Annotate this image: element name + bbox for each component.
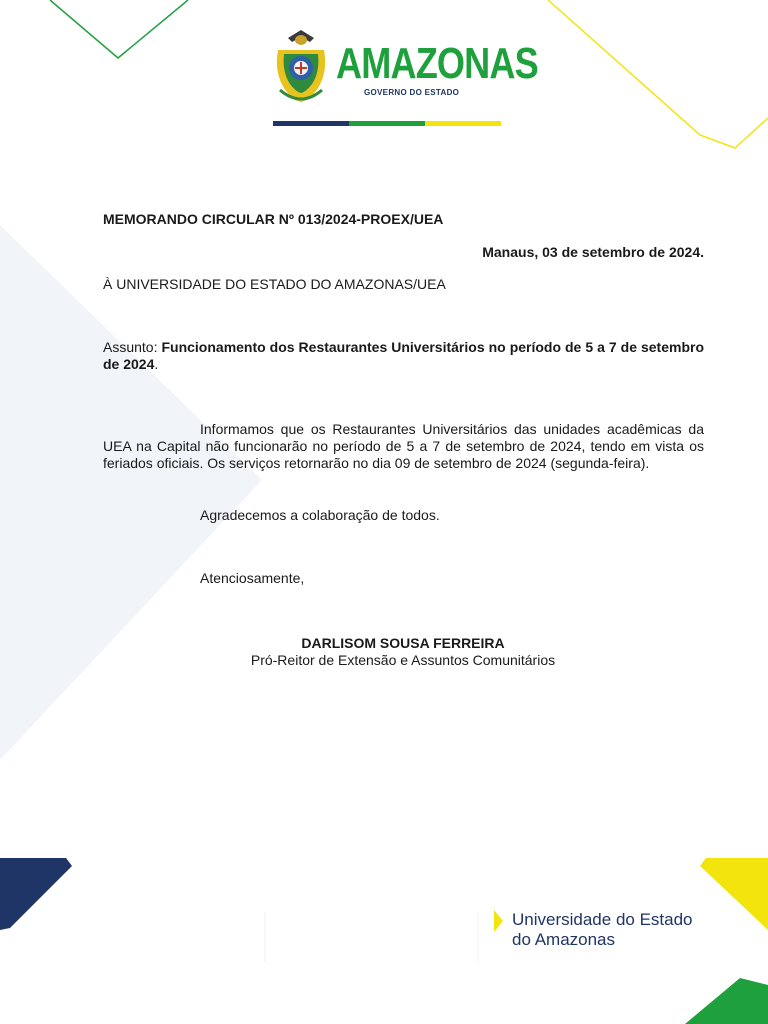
memo-date: Manaus, 03 de setembro de 2024. — [482, 244, 704, 260]
memo-title: MEMORANDO CIRCULAR Nº 013/2024-PROEX/UEA — [103, 211, 444, 227]
memo-subject — [103, 339, 704, 373]
yellow-outline-top-right — [548, 0, 768, 148]
navy-corner-shape — [0, 858, 72, 930]
subject-end: . — [154, 356, 159, 372]
subject-text: Funcionamento dos Restaurantes Universitários no período de 5 a 7 de setembro de 2024 — [103, 339, 704, 372]
memo-closing: Atenciosamente, — [200, 570, 305, 586]
memo-paragraph-2: Agradecemos a colaboração de todos. — [200, 507, 440, 523]
amazonas-logo — [270, 28, 538, 128]
green-outline-top-left — [50, 0, 188, 58]
memo-recipient: À UNIVERSIDADE DO ESTADO DO AMAZONAS/UEA — [103, 276, 446, 292]
watermark-shape — [0, 225, 262, 760]
uea-line-1: Universidade do Estado — [512, 910, 693, 929]
signer-name: DARLISOM SOUSA FERREIRA — [301, 635, 505, 651]
coat-of-arms-icon — [270, 28, 332, 106]
uea-chevron-icon — [494, 910, 504, 932]
uea-logo-text — [512, 910, 693, 950]
signer-role: Pró-Reitor de Extensão e Assuntos Comunitários — [250, 652, 556, 668]
brand-wordmark: AMAZONAS — [336, 39, 538, 88]
brand-subtitle: GOVERNO DO ESTADO — [364, 88, 460, 97]
green-corner-shape — [685, 978, 768, 1024]
flag-color-bar — [273, 121, 501, 126]
yellow-corner-shape — [700, 858, 768, 930]
subject-label: Assunto: — [103, 339, 162, 355]
memo-paragraph-1: Informamos que os Restaurantes Universitários das unidades acadêmicas da UEA na Capital não funcionarão no período de 5 a 7 de setembro de 2024, tendo em vista os feriados oficiais. Os serviços retornarão no dia 09 de setembro de 2024 (segunda-feira). — [103, 421, 704, 471]
uea-line-2: do Amazonas — [512, 930, 616, 949]
